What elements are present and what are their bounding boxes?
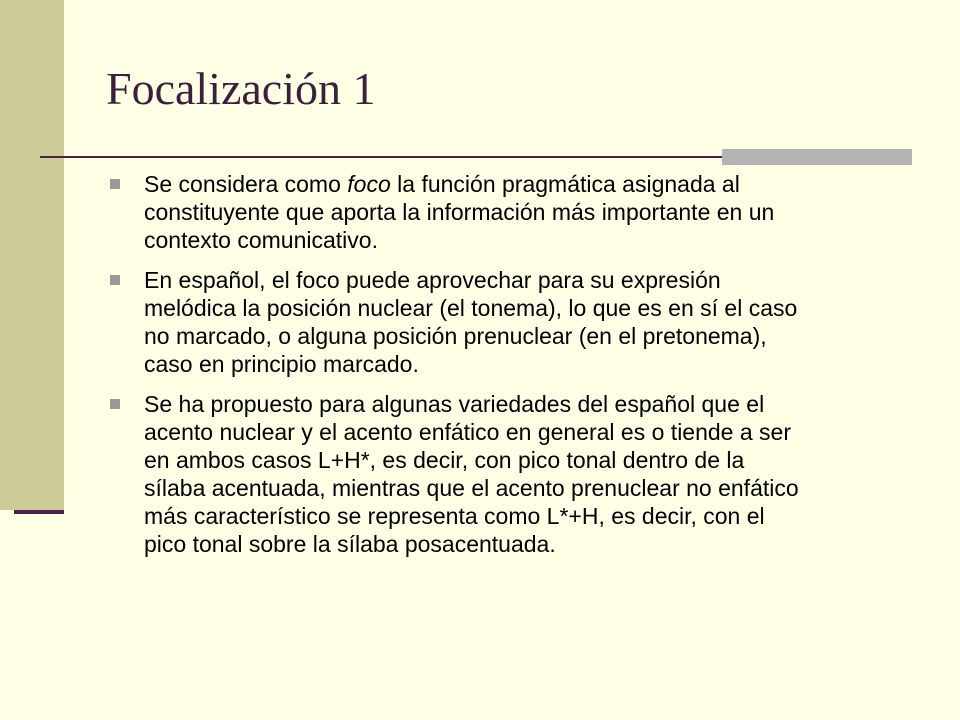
bullet-text: melódica la posición nuclear (el tonema), lo que es en sí el caso bbox=[144, 295, 798, 321]
bullet-text: acento nuclear y el acento enfático en general es o tiende a ser bbox=[144, 419, 791, 445]
bullet-text: En español, el foco puede aprovechar para su expresión bbox=[144, 267, 721, 293]
bullet-text: pico tonal sobre la sílaba posacentuada. bbox=[144, 531, 556, 557]
bullet-text: en ambos casos L+H*, es decir, con pico tonal dentro de la bbox=[144, 447, 745, 473]
bullet-text: contexto comunicativo. bbox=[144, 227, 378, 253]
bullet-text-line bbox=[144, 294, 908, 322]
bullet-text: no marcado, o alguna posición prenuclear (en el pretonema), bbox=[144, 323, 767, 349]
bullet-text: sílaba acentuada, mientras que el acento prenuclear no enfático bbox=[144, 475, 799, 501]
bullet-text-line bbox=[144, 390, 908, 418]
bullet-text: constituyente que aporta la información más importante en un bbox=[144, 199, 775, 225]
emphasized-term: foco bbox=[347, 171, 391, 197]
bullet-item bbox=[108, 390, 908, 558]
left-decorative-band bbox=[0, 0, 64, 510]
left-accent-line bbox=[14, 510, 64, 514]
bullet-text-line bbox=[144, 350, 908, 378]
bullet-text-line bbox=[144, 418, 908, 446]
bullet-text: más característico se representa como L*+H, es decir, con el bbox=[144, 503, 765, 529]
bullet-text: caso en principio marcado. bbox=[144, 351, 419, 377]
bullet-text-line bbox=[144, 266, 908, 294]
bullet-text-line bbox=[144, 322, 908, 350]
square-bullet-icon bbox=[110, 275, 120, 285]
bullet-text: la función pragmática asignada al bbox=[390, 171, 740, 197]
bullet-text: Se ha propuesto para algunas variedades del español que el bbox=[144, 391, 765, 417]
bullet-text-line bbox=[144, 226, 908, 254]
decorative-gray-bar bbox=[722, 149, 912, 165]
bullet-text-line bbox=[144, 170, 908, 198]
bullet-text-line bbox=[144, 502, 908, 530]
bullet-item bbox=[108, 266, 908, 378]
bullet-text-line bbox=[144, 474, 908, 502]
bullet-text-line bbox=[144, 198, 908, 226]
bullet-text-line bbox=[144, 446, 908, 474]
bullet-text-line bbox=[144, 530, 908, 558]
bullet-text: Se considera como bbox=[144, 171, 348, 197]
square-bullet-icon bbox=[110, 399, 120, 409]
bullet-item bbox=[108, 170, 908, 254]
slide-title: Focalización 1 bbox=[106, 63, 376, 114]
bullet-list bbox=[108, 170, 908, 570]
square-bullet-icon bbox=[110, 179, 120, 189]
